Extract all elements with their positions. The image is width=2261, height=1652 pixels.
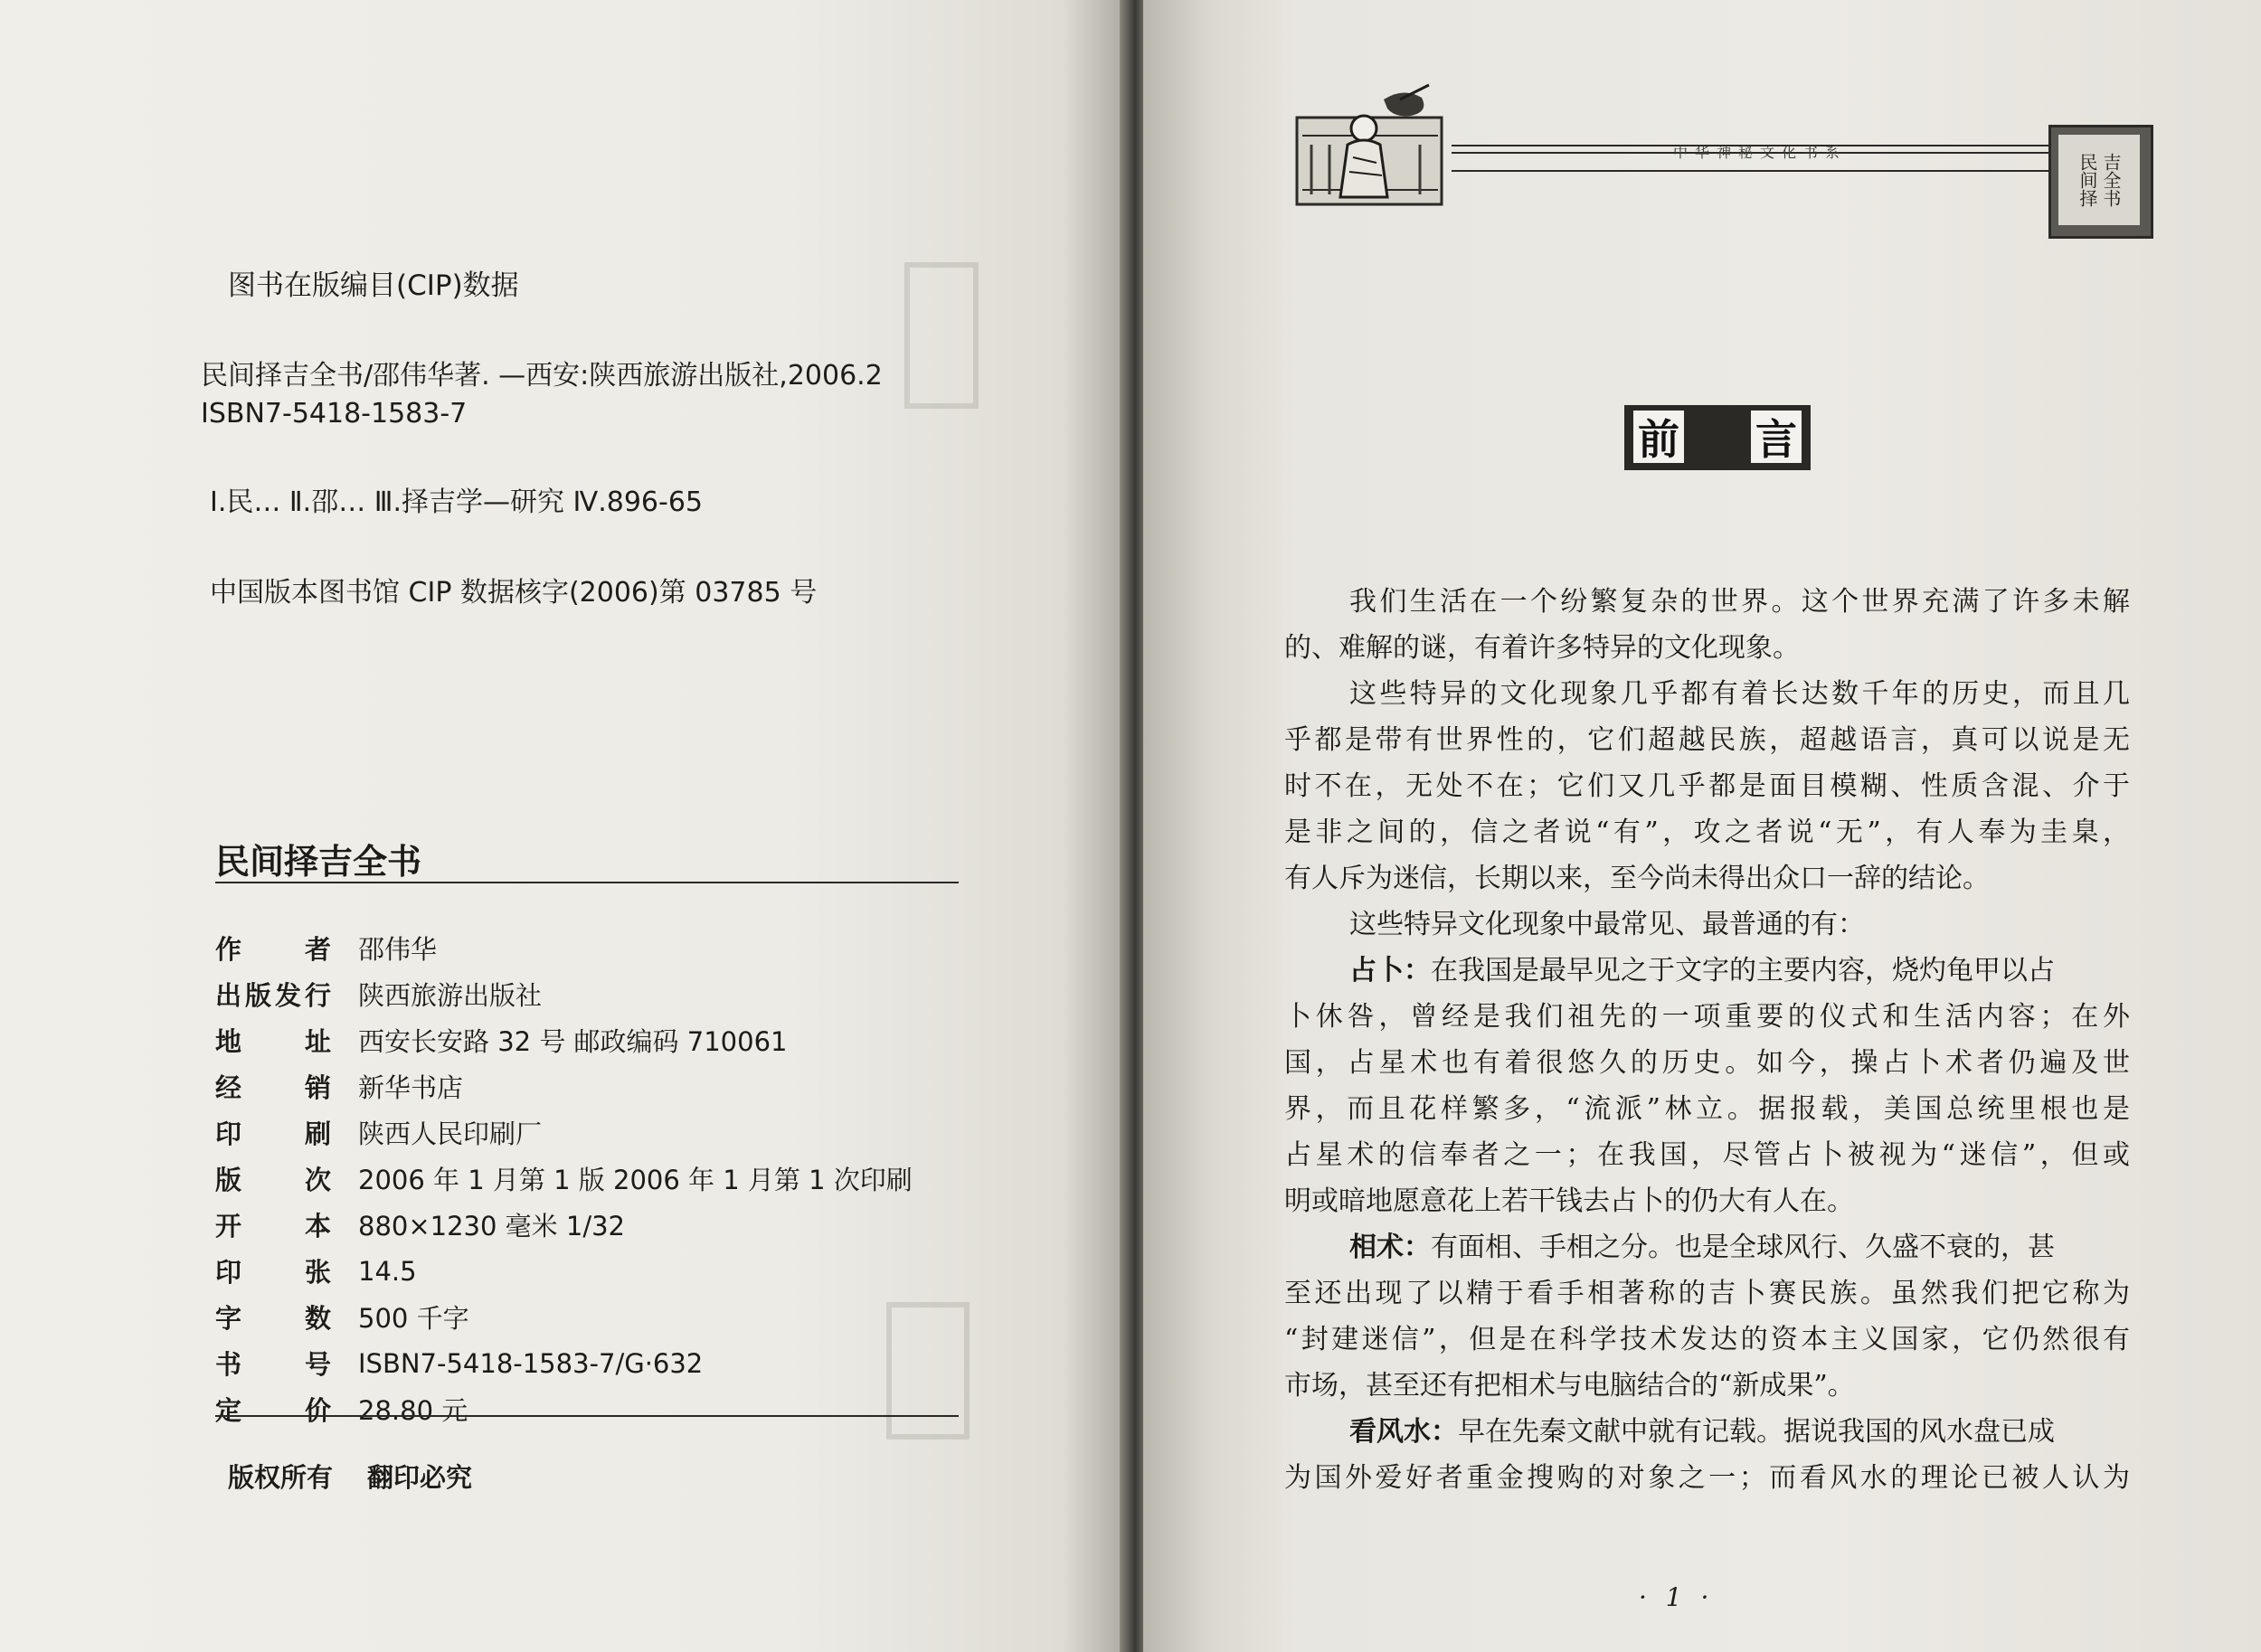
rights-reserved: 版权所有 [228, 1462, 334, 1493]
spec-value: 新华书店 [358, 1072, 464, 1103]
spec-value: 28.80 元 [358, 1395, 468, 1426]
seal-column: 吉全书 [2100, 153, 2122, 207]
spec-label: 定价 [215, 1395, 331, 1426]
preface-heading [1624, 405, 1811, 470]
title-seal [2048, 125, 2153, 239]
text-line: 市场，甚至还有把相术与电脑结合的“新成果”。 [1284, 1370, 1855, 1402]
text-line: 这些特异的文化现象几乎都有着长达数千年的历史，而且几 [1349, 678, 2130, 710]
term-divination: 占卜： [1349, 955, 1431, 986]
page-header [1293, 81, 2189, 235]
text-line: 至还出现了以精于看手相著称的吉卜赛民族。虽然我们把它称为 [1284, 1278, 2130, 1309]
cip-verification-line: 中国版本图书馆 CIP 数据核字(2006)第 03785 号 [210, 577, 818, 609]
text-line: 这些特异文化现象中最常见、最普通的有： [1349, 909, 1865, 940]
spec-label: 出版发行 [215, 980, 331, 1011]
term-fengshui: 看风水： [1349, 1416, 1458, 1448]
copyright-notice [228, 1458, 506, 1495]
spec-label: 经销 [215, 1072, 331, 1103]
text-line [1284, 1224, 2130, 1270]
spec-value: ISBN7-5418-1583-7/G·632 [358, 1347, 704, 1379]
text-line: 占星术的信奉者之一；在我国，尽管占卜被视为“迷信”，但或 [1284, 1139, 2130, 1171]
text-line: 明或暗地愿意花上若干钱去占卜的仍大有人在。 [1284, 1185, 1854, 1217]
no-reproduction: 翻印必究 [367, 1462, 473, 1493]
spec-value: 西安长安路 32 号 邮政编码 710061 [358, 1026, 788, 1057]
spec-label: 印张 [215, 1257, 331, 1288]
header-rule-bottom [1452, 170, 2094, 172]
text-line: 时不在，无处不在；它们又几乎都是面目模糊、性质含混、介于 [1284, 770, 2130, 802]
spec-row-sheets [215, 1248, 913, 1294]
text-run: 有面相、手相之分。也是全球风行、久盛不衰的，甚 [1431, 1232, 2055, 1263]
spec-value: 陕西旅游出版社 [358, 980, 543, 1011]
term-physiognomy: 相术： [1349, 1232, 1431, 1263]
spec-row-publisher [215, 971, 913, 1017]
text-line: 卜休咎，曾经是我们祖先的一项重要的仪式和生活内容；在外 [1284, 1001, 2130, 1033]
spec-row-printer [215, 1109, 913, 1156]
woodcut-illustration-icon [1293, 81, 1447, 208]
text-run: 在我国是最早见之于文字的主要内容，烧灼龟甲以占 [1431, 955, 2055, 986]
cip-record-line: 民间择吉全书/邵伟华著. —西安:陕西旅游出版社,2006.2 [201, 360, 883, 392]
text-line [1284, 1409, 2130, 1455]
series-title: 中华神秘文化书系 [1673, 144, 1848, 161]
text-run: 早在先秦文献中就有记载。据说我国的风水盘已成 [1458, 1416, 2055, 1448]
cip-classification-line: Ⅰ.民… Ⅱ.邵… Ⅲ.择吉学—研究 Ⅳ.896-65 [210, 486, 703, 518]
preface-body [1284, 579, 2130, 1501]
spec-label: 作者 [215, 934, 331, 965]
spec-row-book-number [215, 1340, 913, 1386]
spec-row-author [215, 925, 913, 971]
spec-label: 书号 [215, 1349, 331, 1380]
spec-value: 880×1230 毫米 1/32 [358, 1211, 626, 1241]
spec-row-edition [215, 1156, 913, 1202]
text-line: 乎都是带有世界性的，它们超越民族，超越语言，真可以说是无 [1284, 724, 2130, 756]
preface-char: 前 [1633, 411, 1684, 463]
page-number: · 1 · [1639, 1582, 1715, 1612]
spec-label: 开本 [215, 1211, 331, 1241]
spec-row-address [215, 1017, 913, 1063]
colophon-bottom-rule [215, 1415, 959, 1417]
text-line: 有人斥为迷信，长期以来，至今尚未得出众口一辞的结论。 [1284, 863, 1990, 894]
bleed-through-seal-top [904, 262, 979, 409]
seal-inner [2058, 135, 2140, 225]
spec-label: 地址 [215, 1026, 331, 1057]
colophon-book-title: 民间择吉全书 [215, 842, 422, 882]
colophon-top-rule [215, 882, 959, 883]
spec-value: 2006 年 1 月第 1 版 2006 年 1 月第 1 次印刷 [358, 1165, 913, 1195]
text-line: 国，占星术也有着很悠久的历史。如今，操占卜术者仍遍及世 [1284, 1047, 2130, 1079]
spec-row-word-count [215, 1294, 913, 1340]
spec-row-distributor [215, 1063, 913, 1109]
text-line [1284, 948, 2130, 994]
text-line: 界，而且花样繁多，“流派”林立。据报载，美国总统里根也是 [1284, 1093, 2130, 1125]
text-line: 为国外爱好者重金搜购的对象之一；而看风水的理论已被人认为 [1284, 1462, 2130, 1494]
spec-value: 14.5 [358, 1255, 417, 1287]
text-line: 的、难解的谜，有着许多特异的文化现象。 [1284, 632, 1800, 664]
seal-column: 民间择 [2077, 153, 2098, 207]
text-line: 是非之间的，信之者说“有”，攻之者说“无”，有人奉为圭臬， [1284, 817, 2130, 848]
spec-value: 500 千字 [358, 1303, 469, 1334]
spec-row-format [215, 1202, 913, 1248]
cip-heading: 图书在版编目(CIP)数据 [228, 269, 519, 302]
spec-label: 版次 [215, 1165, 331, 1195]
colophon-specs [215, 925, 913, 1432]
text-line: 我们生活在一个纷繁复杂的世界。这个世界充满了许多未解 [1349, 586, 2130, 618]
preface-char: 言 [1751, 411, 1802, 463]
spec-label: 印刷 [215, 1119, 331, 1149]
spec-row-price [215, 1386, 913, 1432]
spec-label: 字数 [215, 1303, 331, 1334]
cip-isbn-line: ISBN7-5418-1583-7 [201, 398, 468, 430]
spec-value: 邵伟华 [358, 934, 438, 965]
spec-value: 陕西人民印刷厂 [358, 1119, 543, 1149]
text-line: “封建迷信”，但是在科学技术发达的资本主义国家，它仍然很有 [1284, 1324, 2130, 1355]
